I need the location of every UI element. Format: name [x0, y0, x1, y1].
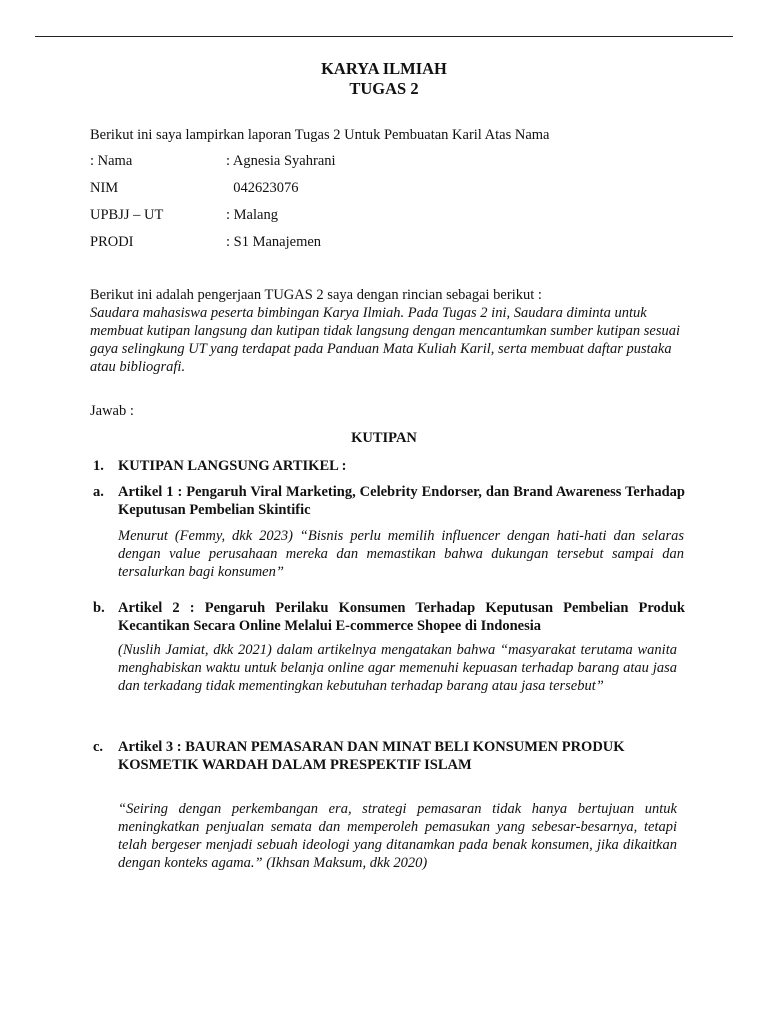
field-label: PRODI	[90, 234, 134, 250]
article-quote: “Seiring dengan perkembangan era, strategi pemasaran tidak hanya bertujuan untuk meningkatkan penjualan semata dan memperoleh pemasukan yang sebesar-besarnya, tetapi telah bergeser menjadi sebuah ideologi yang ditanamkan pada benak konsumen, jika dikaitkan dengan konteks agama.” (Ikhsan Maksum, dkk 2020)	[118, 801, 677, 871]
field-label: NIM	[90, 180, 119, 196]
article-quote: Menurut (Femmy, dkk 2023) “Bisnis perlu memilih influencer dengan hati-hati dan selaras dengan value perusahaan mereka dan memastikan bahwa dukungan tersebut sampai dan tersalurkan bagi konsumen”	[118, 528, 684, 580]
document-title: KARYA ILMIAH	[321, 59, 447, 78]
task-lead: Berikut ini adalah pengerjaan TUGAS 2 saya dengan rincian sebagai berikut :	[90, 287, 542, 303]
field-value: : Malang	[226, 207, 278, 223]
field-row-upbjj	[90, 206, 690, 224]
field-value: : S1 Manajemen	[226, 234, 322, 250]
section-title: KUTIPAN	[351, 430, 417, 446]
field-label: : Nama	[90, 153, 133, 169]
article-quote: (Nuslih Jamiat, dkk 2021) dalam artikelnya mengatakan bahwa “masyarakat terutama wanita menghabiskan waktu untuk belanja online agar memenuhi kepuasan terhadap barang atau jasa dan terkadang tidak mementingkan kebutuhan terhadap barang atau jasa tersebut”	[118, 642, 677, 694]
article-title: Artikel 1 : Pengaruh Viral Marketing, Celebrity Endorser, dan Brand Awareness Terhadap Keputusan Pembelian Skintific	[118, 484, 685, 518]
field-value: : Agnesia Syahrani	[226, 153, 336, 169]
task-description	[90, 286, 690, 376]
field-label: UPBJJ – UT	[90, 207, 164, 223]
article-marker: c.	[93, 739, 104, 755]
article-marker: b.	[93, 600, 105, 616]
section-heading: KUTIPAN LANGSUNG ARTIKEL :	[118, 458, 347, 474]
answer-label: Jawab :	[90, 403, 134, 419]
document-subtitle: TUGAS 2	[349, 79, 419, 98]
field-row-prodi	[90, 233, 690, 251]
task-body: Saudara mahasiswa peserta bimbingan Karya Ilmiah. Pada Tugas 2 ini, Saudara diminta untuk membuat kutipan langsung dan kutipan tidak langsung dengan mencantumkan sumber kutipan sesuai gaya selingkung UT yang terdapat pada Panduan Mata Kuliah Karil, serta membuat daftar pustaka atau bibliografi.	[90, 305, 681, 375]
intro-text: Berikut ini saya lampirkan laporan Tugas 2 Untuk Pembuatan Karil Atas Nama	[90, 127, 550, 143]
field-row-nama	[90, 152, 690, 170]
header-rule	[35, 36, 733, 37]
article-marker: a.	[93, 484, 104, 500]
field-row-nim	[90, 179, 690, 197]
article-title: Artikel 3 : BAURAN PEMASARAN DAN MINAT BELI KONSUMEN PRODUK KOSMETIK WARDAH DALAM PRESPEKTIF ISLAM	[118, 739, 625, 773]
article-title: Artikel 2 : Pengaruh Perilaku Konsumen Terhadap Keputusan Pembelian Produk Kecantikan Secara Online Melalui E-commerce Shopee di Indonesia	[118, 600, 685, 634]
field-value: 042623076	[226, 180, 299, 196]
section-number: 1.	[93, 458, 104, 474]
